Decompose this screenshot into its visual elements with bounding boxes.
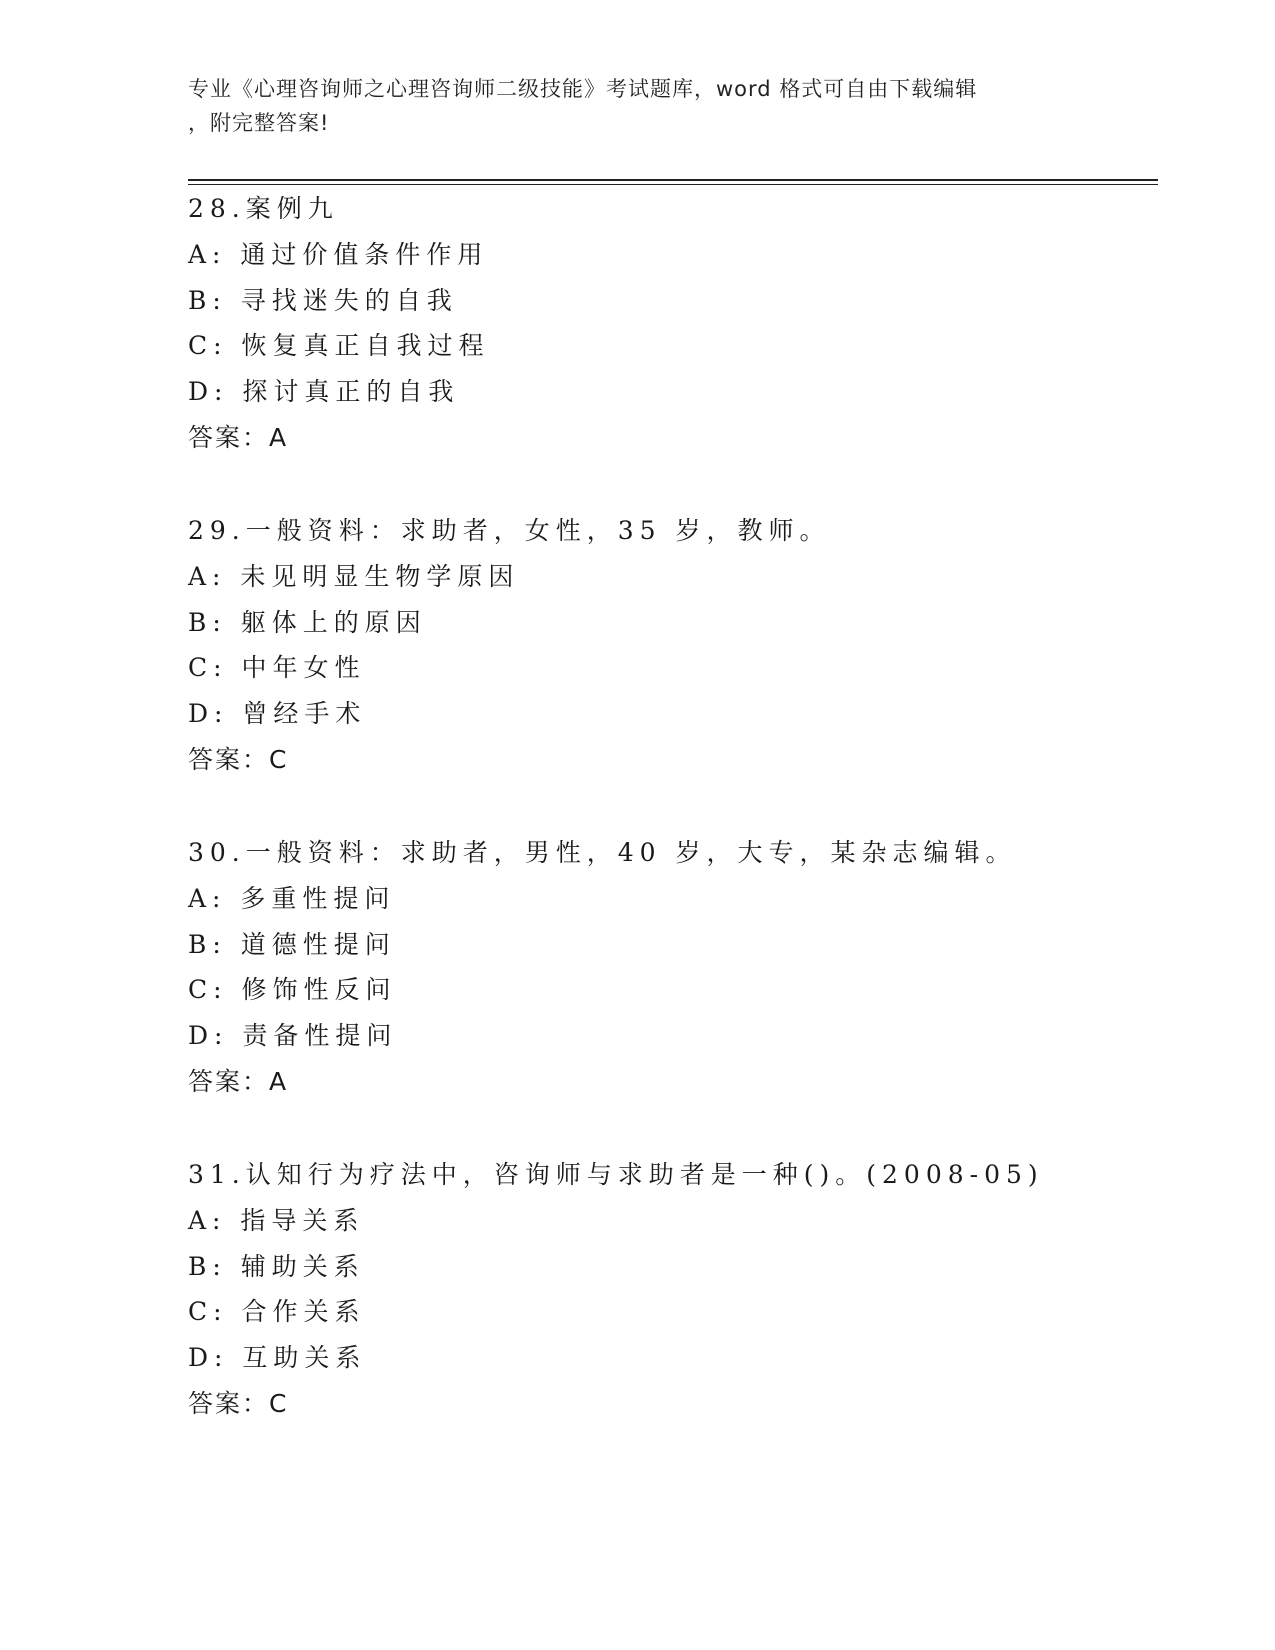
question-stem: 30.一般资料：求助者，男性，40 岁，大专，某杂志编辑。 — [188, 838, 1017, 867]
question-block — [188, 1152, 1168, 1427]
option-b: B: 道德性提问 — [188, 929, 396, 959]
option-c: C: 修饰性反问 — [188, 975, 397, 1005]
option-d: D: 互助关系 — [188, 1343, 367, 1373]
question-block — [188, 508, 1168, 783]
header-divider-thick — [188, 179, 1158, 181]
question-block — [188, 186, 1168, 461]
question-stem: 31.认知行为疗法中，咨询师与求助者是一种()。(2008-05) — [188, 1160, 1044, 1189]
answer-label: 答案：C — [188, 1388, 289, 1418]
answer-label: 答案：A — [188, 422, 289, 452]
option-b: B: 躯体上的原因 — [188, 607, 427, 637]
option-c: C: 恢复真正自我过程 — [188, 331, 490, 361]
option-d: D: 曾经手术 — [188, 699, 367, 729]
question-stem: 28.案例九 — [188, 194, 339, 223]
question-block — [188, 830, 1168, 1105]
option-a: A: 指导关系 — [188, 1205, 365, 1235]
option-d: D: 责备性提问 — [188, 1021, 398, 1051]
option-c: C: 合作关系 — [188, 1297, 366, 1327]
header-line-1: 专业《心理咨询师之心理咨询师二级技能》考试题库，word 格式可自由下载编辑 — [188, 77, 978, 101]
option-c: C: 中年女性 — [188, 653, 366, 683]
option-a: A: 未见明显生物学原因 — [188, 561, 520, 591]
header-divider-thin — [188, 184, 1158, 185]
document-header — [188, 72, 1068, 140]
option-a: A: 通过价值条件作用 — [188, 239, 489, 269]
question-stem: 29.一般资料：求助者，女性，35 岁，教师。 — [188, 516, 831, 545]
header-line-2: ，附完整答案! — [188, 111, 330, 135]
option-a: A: 多重性提问 — [188, 883, 396, 913]
answer-label: 答案：A — [188, 1066, 289, 1096]
option-b: B: 辅助关系 — [188, 1251, 365, 1281]
option-d: D: 探讨真正的自我 — [188, 377, 460, 407]
option-b: B: 寻找迷失的自我 — [188, 285, 458, 315]
answer-label: 答案：C — [188, 744, 289, 774]
